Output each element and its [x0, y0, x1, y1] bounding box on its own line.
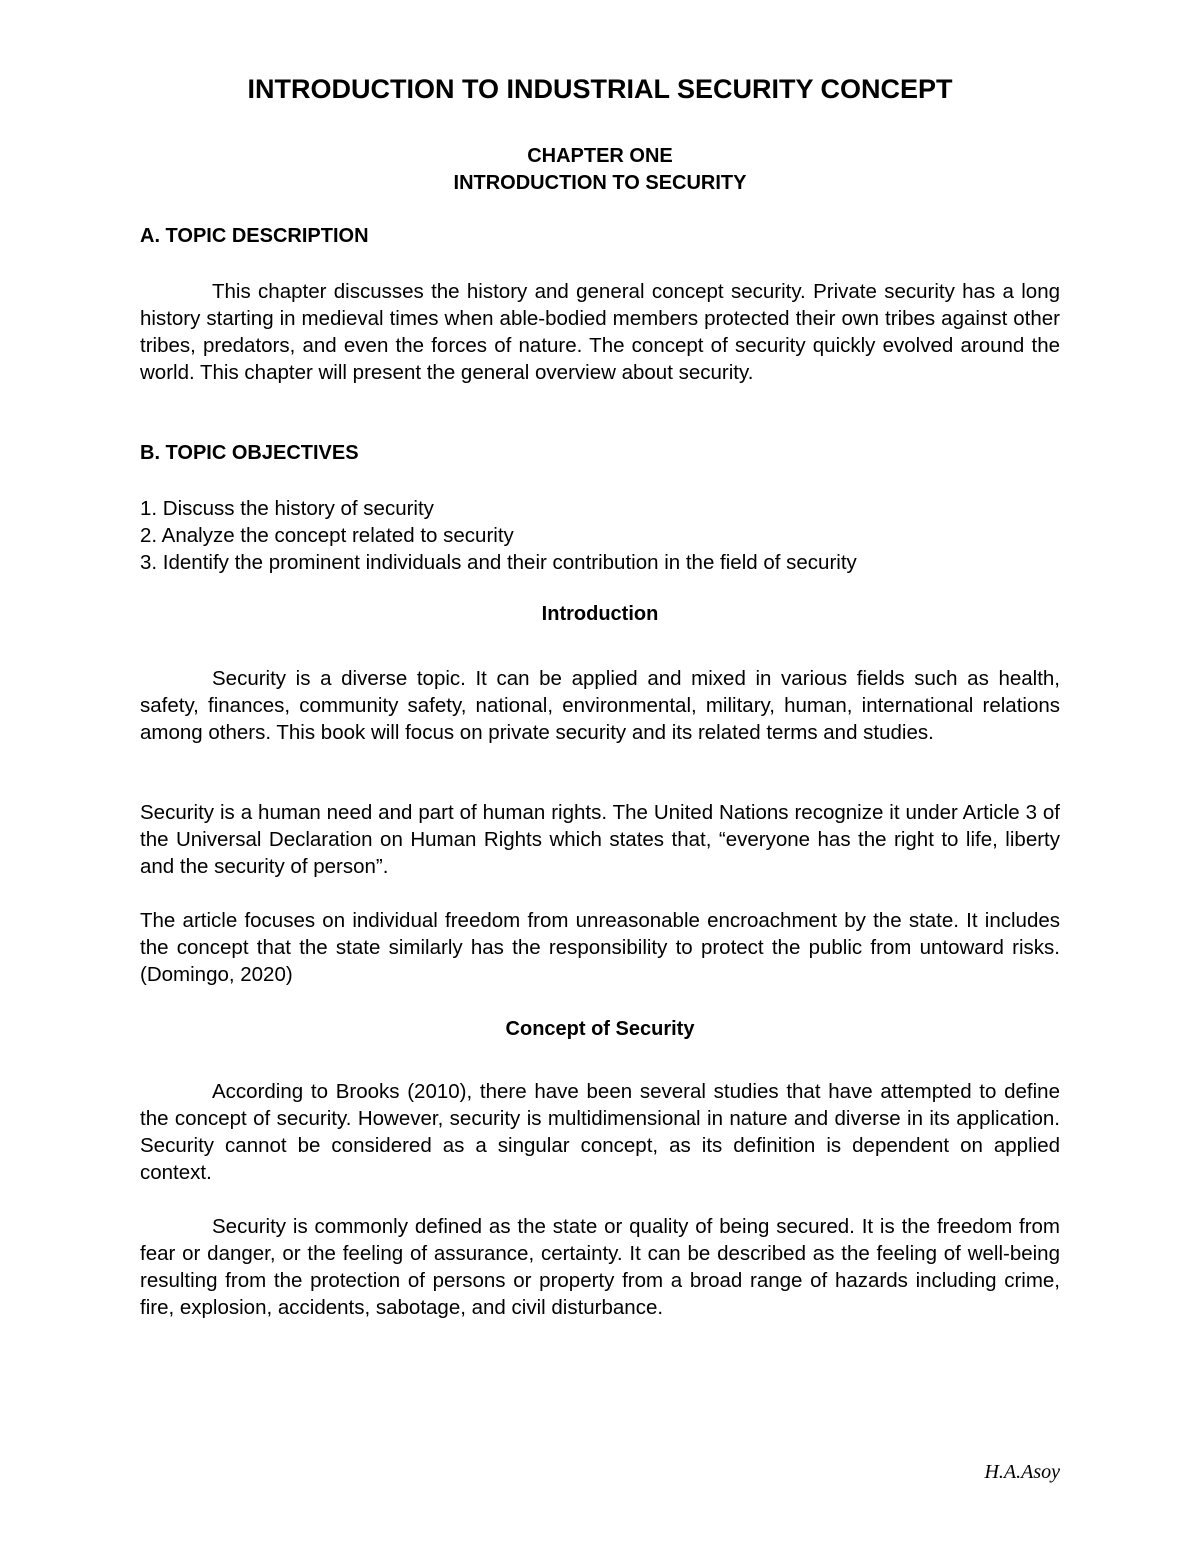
- footer-signature: H.A.Asoy: [984, 1461, 1060, 1483]
- section-a-heading: A. TOPIC DESCRIPTION: [140, 225, 369, 247]
- introduction-paragraph: Security is a diverse topic. It can be applied and mixed in various fields such as health, safety, finances, community safety, national, environmental, military, human, international relations among others. This book will focus on private security and its related terms and studies.: [140, 667, 1060, 744]
- objective-item: 2. Analyze the concept related to security: [140, 524, 514, 547]
- introduction-paragraph: The article focuses on individual freedom from unreasonable encroachment by the state. It includes the concept that the state similarly has the responsibility to protect the public from untoward risks. (Domingo, 2020): [140, 909, 1060, 986]
- chapter-label: CHAPTER ONE: [527, 145, 673, 167]
- chapter-title: INTRODUCTION TO SECURITY: [453, 172, 747, 194]
- chapter-header: [140, 143, 1060, 197]
- introduction-paragraph: Security is a human need and part of human rights. The United Nations recognize it under Article 3 of the Universal Declaration on Human Rights which states that, “everyone has the right to life, liberty and the security of person”.: [140, 801, 1060, 878]
- objective-item: 3. Identify the prominent individuals and their contribution in the field of security: [140, 551, 857, 574]
- topic-description-paragraph: This chapter discusses the history and general concept security. Private security has a long history starting in medieval times when able-bodied members protected their own tribes against other tribes, predators, and even the forces of nature. The concept of security quickly evolved around the world. This chapter will present the general overview about security.: [140, 280, 1060, 384]
- document-title: INTRODUCTION TO INDUSTRIAL SECURITY CONCEPT: [247, 74, 953, 104]
- objectives-list: [140, 495, 1060, 576]
- concept-paragraph: According to Brooks (2010), there have been several studies that have attempted to define the concept of security. However, security is multidimensional in nature and diverse in its application. Security cannot be considered as a singular concept, as its definition is dependent on applied context.: [140, 1080, 1060, 1184]
- section-b-heading: B. TOPIC OBJECTIVES: [140, 442, 359, 464]
- concept-heading: Concept of Security: [505, 1018, 695, 1040]
- objective-item: 1. Discuss the history of security: [140, 497, 434, 520]
- concept-paragraph: Security is commonly defined as the state or quality of being secured. It is the freedom from fear or danger, or the feeling of assurance, certainty. It can be described as the feeling of well-being resulting from the protection of persons or property from a broad range of hazards including crime, fire, explosion, accidents, sabotage, and civil disturbance.: [140, 1215, 1060, 1319]
- document-page: [140, 0, 1060, 1553]
- introduction-heading: Introduction: [541, 603, 659, 625]
